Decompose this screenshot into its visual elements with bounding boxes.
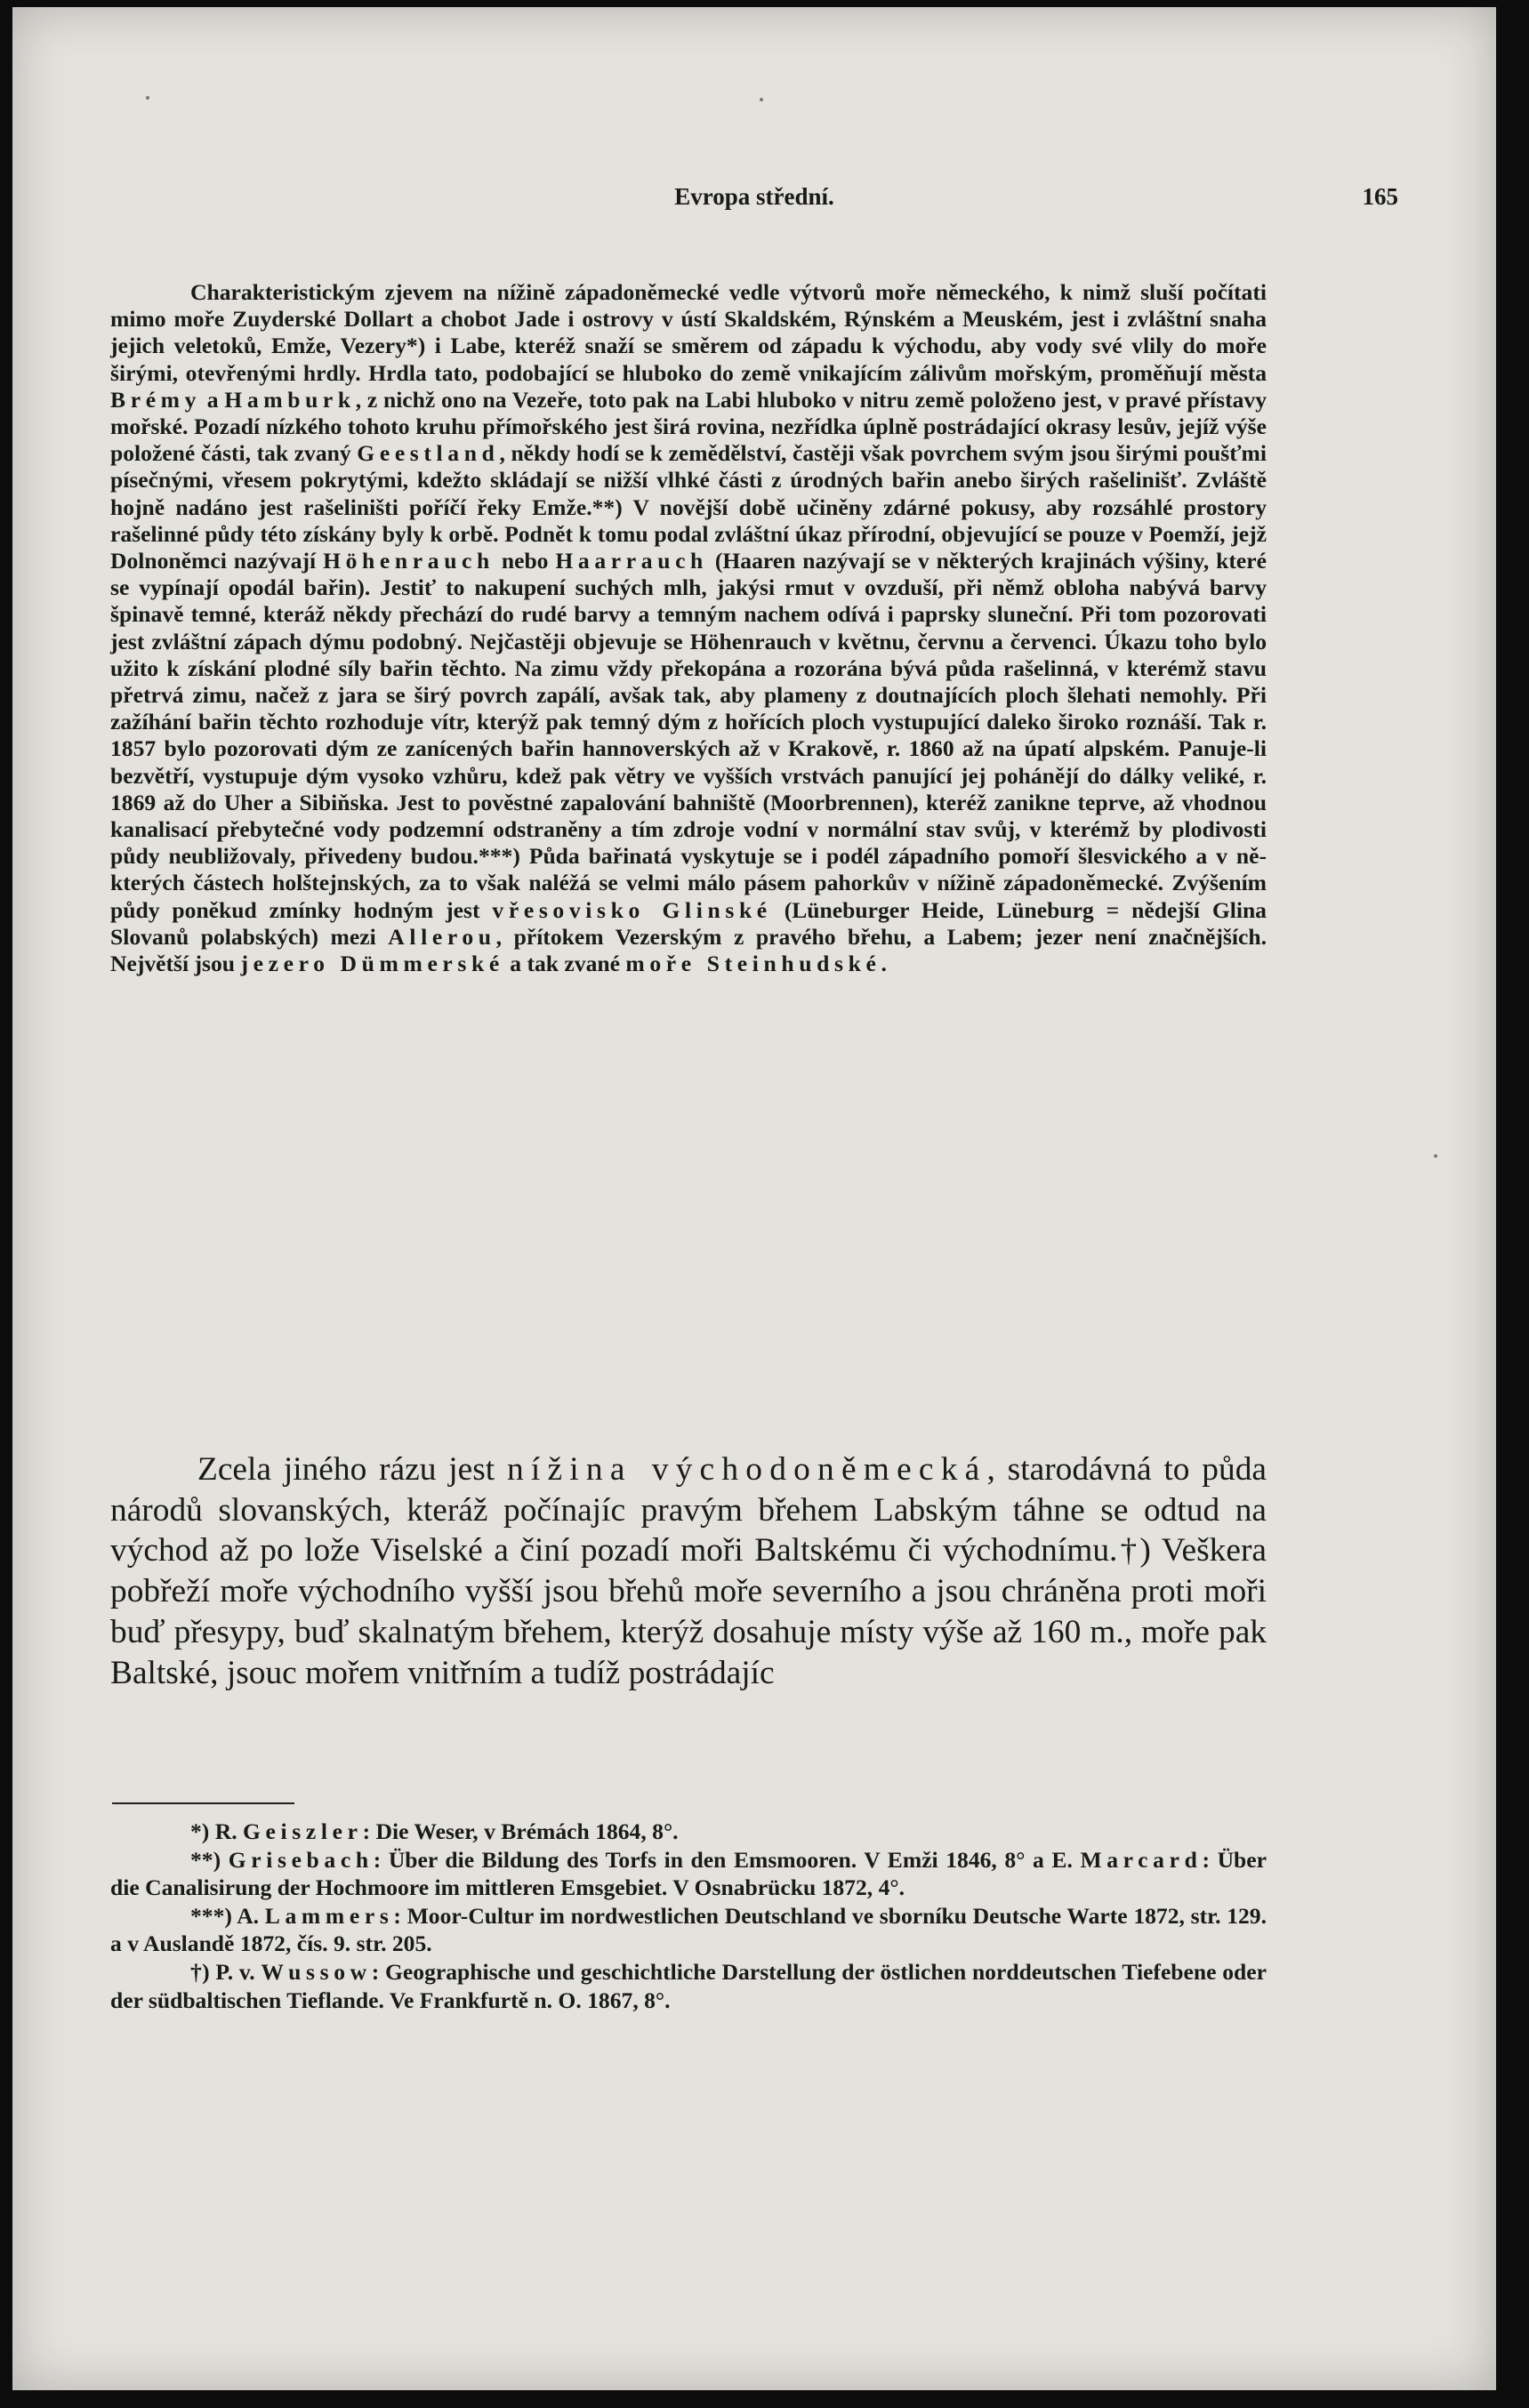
running-head-title: Evropa střední. [674, 183, 834, 210]
text-run: (Lüneburger Heide, Lüneburg = nědejší Glina Slovanů polabských) mezi [110, 896, 1267, 950]
book-page [12, 7, 1496, 2390]
spaced-term: Wussow [261, 1958, 372, 1985]
text-run: a tak zvané [503, 951, 626, 977]
spaced-term: nížina východoněmecká [506, 1451, 987, 1488]
spaced-term: vřesovisko Glinské [492, 896, 772, 923]
text-run: **) [190, 1846, 229, 1873]
body-paragraph-large [110, 1449, 1267, 1693]
footnote [110, 1846, 1267, 1902]
spaced-term: moře Steinhudské [625, 951, 881, 977]
body-paragraph-small [110, 279, 1267, 977]
footnote [110, 1818, 1267, 1846]
text-run: : Geographische und geschichtliche Darstellung der östlichen norddeutschen Tiefebene oder der südbaltischen Tieflande. Ve Frankfurtě n. O. 1867, 8°. [110, 1958, 1267, 2013]
text-run: . [881, 951, 887, 977]
spaced-term: Allerou [388, 923, 496, 950]
spaced-term: Lammers [264, 1902, 394, 1929]
text-run: *) R. [190, 1818, 243, 1844]
spaced-term: Geestland [357, 440, 500, 467]
running-head [110, 183, 1398, 219]
text-run: †) P. v. [190, 1958, 262, 1985]
small-type-section [110, 279, 1267, 977]
text-run: , někdy hodí se k zemědělství, častěji však povrchem svým jsou širými poušťmi písečnými, vřesem pokrytými, kdežto skládají se nižší vlhké části z úrodných bařin anebo širých rašelinišť. Zvláště hojně nadáno jest rašeliništi poříčí řeky Emže.**) V novější době učiněny zdárné pokusy, aby rozsáhlé prostory rašelinné půdy této získány byly k orbě. Podnět k tomu podal zvláštní úkaz přírodní, objevující se pouze v Poemží, jejž Dolnoněmci nazývají [110, 440, 1267, 574]
text-run: , z nichž ono na Vezeře, toto pak na Labi hluboko v nitru země položeno jest, v pravé přístavy mořské. Pozadí nízkého tohoto kruhu přímořského jest širá rovina, nezřídka úplně postrádající okrasy lesův, jejíž výše položené části, tak zvaný [110, 386, 1267, 467]
footnote-rule [112, 1802, 294, 1804]
large-type-section [110, 1449, 1267, 1693]
scan-speck [760, 98, 763, 101]
scan-speck [1434, 1154, 1437, 1158]
footnote [110, 1958, 1267, 2014]
page-number: 165 [1362, 183, 1398, 210]
text-run: , starodávná to půda národů slovanských, kteráž počínajíc pravým břehem Labským táhne se odtud na východ až po lože Viselské a činí pozadí moři Baltskému či východnímu.†) Veškera pobřeží moře východního vyšší jsou břehů moře severního a jsou chráněna proti moři buď přesypy, buď skalnatým břehem, kterýž dosahuje místy výše až 160 m., moře pak Baltské, jsouc mořem vnitřním a tudíž postrádajíc [110, 1451, 1267, 1691]
text-run: : Über die Bildung des Torfs in den Emsmooren. V Emži 1846, 8° a E. [373, 1846, 1081, 1873]
text-run: nebo [494, 548, 556, 574]
spaced-term: jezero Dümmerské [240, 951, 504, 977]
spaced-term: Grisebach [228, 1846, 374, 1873]
text-run: : Moor-Cultur im nordwestlichen Deutschland ve sborníku Deutsche Warte 1872, str. 129. a v Auslandě 1872, čís. 9. str. 205. [110, 1902, 1267, 1957]
footnote [110, 1902, 1267, 1958]
scan-speck [146, 96, 149, 100]
spaced-term: Marcard [1080, 1846, 1203, 1873]
spaced-term: Haarrauch [555, 548, 708, 574]
text-run: (Haaren nazývají se v některých krajinách výšiny, které se vypínají opodál bařin). Jestiť to nakupení suchých mlh, jakýsi rmut v ovzduší, při němž obloha nabývá barvy špinavě temné, kteráž někdy přechází do rudé barvy a temným nachem odívá i paprsky sluneční. Při tom pozorovati jest zvláštní zápach dýmu podobný. Nejčastěji objevuje se Höhenrauch v květnu, červnu a červenci. Úkazu toho bylo užito k získání plodné síly bařin těchto. Na zimu vždy překopána a rozorána bývá půda rašelinná, v kterémž stavu přetrvá zimu, načež z jara se širý povrch zapálí, avšak tak, aby plameny z doutnajících ploch šlehati nemohly. Při zažíhání bařin těchto rozhoduje vítr, kterýž pak temný dým z hořících ploch vystupující daleko široko roznáší. Tak r. 1857 bylo pozorovati dým ze zanícených bařin hannoverských až v Krakově, r. 1860 až na úpatí alpském. Panuje-li bezvětří, vystupuje dým vysoko vzhůru, kdež pak větry ve vyšších vrstvách panující jej pohánějí do dálky veliké, r. 1869 až do Uher a Sibiňska. Jest to pověstné zapalování bahniště (Moorbrennen), kteréž zanikne teprve, až vhodnou kanalisací přebytečné vody podzemní odstraněny a tím zdroje vodní v normální stav svůj, v kterémž by plodivosti půdy neubližovaly, přivedeny budou.***) Půda bařinatá vyskytuje se i podél západního pomoří šlesvického a v některých částech holštejnských, za to však naléžá se velmi málo pásem pahorkův v nížině západoněmecké. Zvýšením půdy poněkud zmínky hodným jest [110, 548, 1267, 923]
text-run: Zcela jiného rázu jest [197, 1451, 507, 1488]
text-run: , přítokem Vezerským z pravého břehu, a Labem; jezer není značnějších. Největší jsou [110, 923, 1267, 977]
spaced-term: Geiszler [243, 1818, 363, 1844]
text-run: : Die Weser, v Brémách 1864, 8°. [362, 1818, 679, 1844]
text-run: a [201, 386, 225, 413]
footnotes [110, 1818, 1267, 2014]
text-run: : Über die Canalisirung der Hochmoore im mittleren Emsgebiet. V Osnabrücku 1872, 4°. [110, 1846, 1267, 1901]
spaced-term: Höhenrauch [323, 548, 495, 574]
spaced-term: Brémy [110, 386, 202, 413]
text-run: Charakteristickým zjevem na nížině západoněmecké vedle výtvorů moře německého, k nimž sluší počítati mimo moře Zuyderské Dollart a chobot Jade i ostrovy v ústí Skaldském, Rýnském a Meuském, jest i zvláštní snaha jejich veletoků, Emže, Vezery*) i Labe, kteréž snaží se směrem od západu k východu, aby vody své vlily do moře širými, otevřenými hrdly. Hrdla tato, podobající se hluboko do země vnikajícím zálivům mořským, proměňují města [110, 279, 1267, 386]
text-run: ***) A. [190, 1902, 265, 1929]
spaced-term: Hamburk [224, 386, 356, 413]
